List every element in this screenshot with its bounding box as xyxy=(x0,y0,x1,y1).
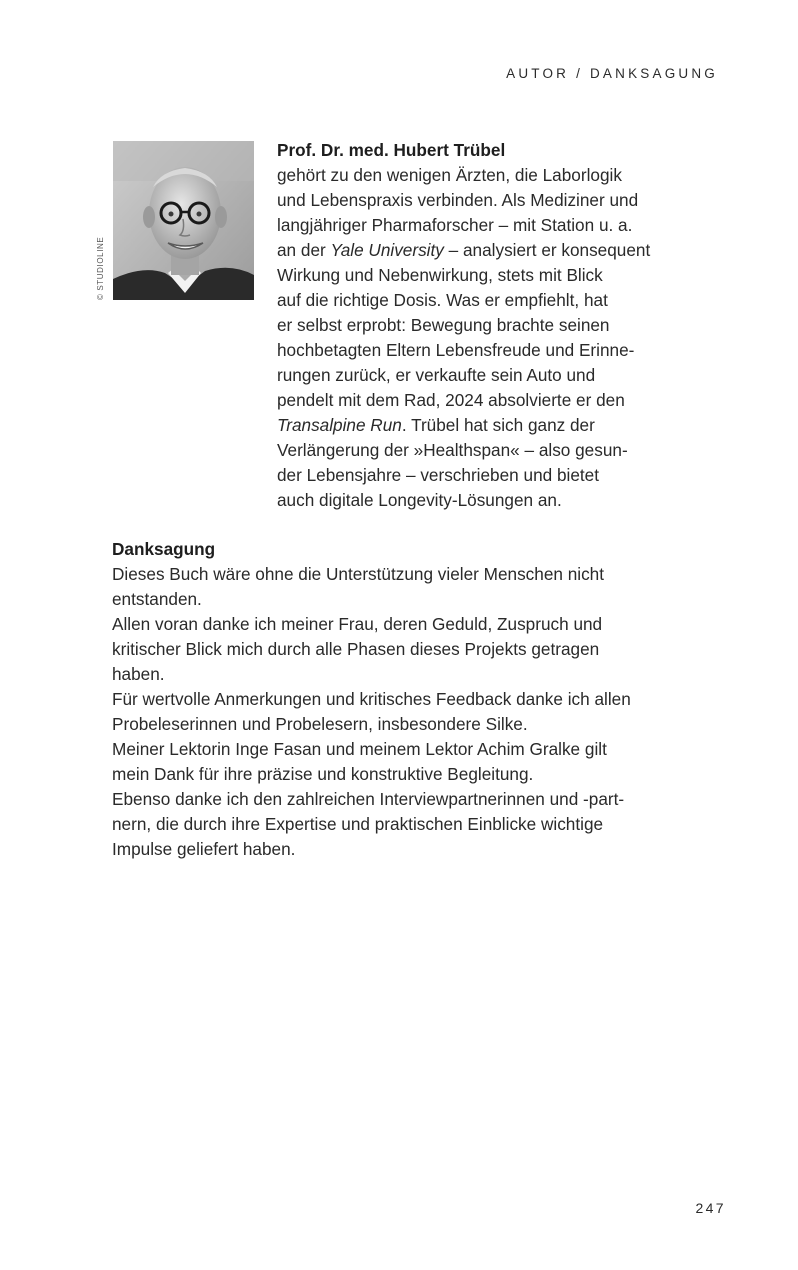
author-bio-text xyxy=(277,163,687,513)
acknowledgements-line: mein Dank für ihre präzise und konstruktive Begleitung. xyxy=(112,764,534,784)
running-head: AUTOR / DANKSAGUNG xyxy=(506,66,718,81)
author-bio-line: der Lebensjahre – verschrieben und bietet xyxy=(277,465,600,485)
author-name: Prof. Dr. med. Hubert Trübel xyxy=(277,140,506,160)
author-bio-line: und Lebenspraxis verbinden. Als Mediziner und xyxy=(277,190,639,210)
author-bio-line: an der Yale University – analysiert er konsequent xyxy=(277,240,651,260)
author-bio-line: hochbetagten Eltern Lebensfreude und Erinne- xyxy=(277,340,635,360)
acknowledgements-line: haben. xyxy=(112,664,165,684)
acknowledgements-line: Ebenso danke ich den zahlreichen Interviewpartnerinnen und -part- xyxy=(112,789,625,809)
author-bio-line: gehört zu den wenigen Ärzten, die Laborlogik xyxy=(277,165,622,185)
author-bio-line: auf die richtige Dosis. Was er empfiehlt, hat xyxy=(277,290,608,310)
author-bio xyxy=(277,138,687,513)
acknowledgements-line: Meiner Lektorin Inge Fasan und meinem Lektor Achim Gralke gilt xyxy=(112,739,607,759)
acknowledgements-line: Dieses Buch wäre ohne die Unterstützung vieler Menschen nicht xyxy=(112,564,605,584)
page-number: 247 xyxy=(695,1200,726,1216)
italic-title: Yale University xyxy=(330,240,444,260)
acknowledgements-section xyxy=(112,537,692,862)
acknowledgements-line: nern, die durch ihre Expertise und praktischen Einblicke wichtige xyxy=(112,814,604,834)
acknowledgements-line: kritischer Blick mich durch alle Phasen dieses Projekts getragen xyxy=(112,639,600,659)
italic-title: Transalpine Run xyxy=(277,415,402,435)
photo-credit: © STUDIOLINE xyxy=(96,236,105,300)
acknowledgements-text xyxy=(112,562,692,862)
acknowledgements-line: Für wertvolle Anmerkungen und kritisches Feedback danke ich allen xyxy=(112,689,631,709)
author-bio-line: rungen zurück, er verkaufte sein Auto und xyxy=(277,365,596,385)
acknowledgements-line: Allen voran danke ich meiner Frau, deren Geduld, Zuspruch und xyxy=(112,614,603,634)
acknowledgements-title: Danksagung xyxy=(112,539,216,559)
acknowledgements-line: Impulse geliefert haben. xyxy=(112,839,296,859)
author-bio-line: pendelt mit dem Rad, 2024 absolvierte er den xyxy=(277,390,625,410)
author-bio-line: Wirkung und Nebenwirkung, stets mit Blick xyxy=(277,265,603,285)
acknowledgements-line: Probeleserinnen und Probelesern, insbesondere Silke. xyxy=(112,714,528,734)
author-bio-line: langjähriger Pharmaforscher – mit Station u. a. xyxy=(277,215,633,235)
author-bio-line: er selbst erprobt: Bewegung brachte seinen xyxy=(277,315,610,335)
author-bio-line: auch digitale Longevity-Lösungen an. xyxy=(277,490,562,510)
author-portrait xyxy=(113,141,254,300)
author-bio-line: Transalpine Run. Trübel hat sich ganz der xyxy=(277,415,595,435)
author-bio-line: Verlängerung der »Healthspan« – also gesun- xyxy=(277,440,628,460)
acknowledgements-line: entstanden. xyxy=(112,589,202,609)
